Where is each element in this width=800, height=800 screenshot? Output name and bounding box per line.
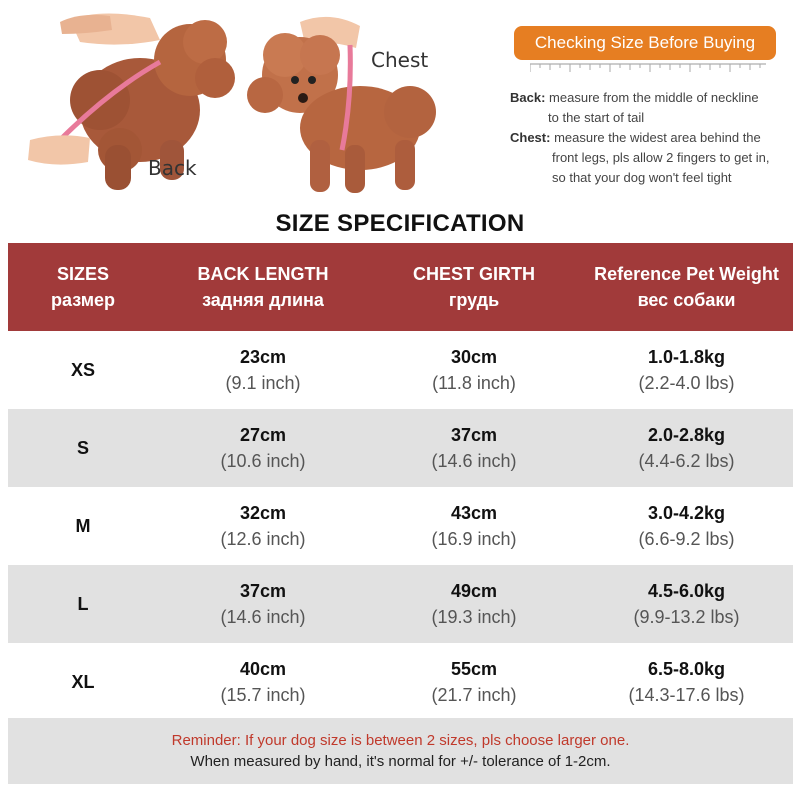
weight-cell xyxy=(580,344,793,396)
weight-lbs: (2.2-4.0 lbs) xyxy=(638,373,735,393)
header-pet-weight-ru: вес собаки xyxy=(637,290,736,310)
weight-cell xyxy=(580,500,793,552)
checking-size-badge: Checking Size Before Buying xyxy=(514,26,776,60)
table-header xyxy=(8,243,793,331)
table-row xyxy=(8,643,793,721)
weight-kg: 3.0-4.2kg xyxy=(647,503,726,523)
size-cell: XS xyxy=(70,360,95,380)
weight-cell xyxy=(580,422,793,474)
dog-back-view xyxy=(28,13,235,190)
back-inch: (10.6 inch) xyxy=(220,451,306,471)
back-cell xyxy=(158,500,368,552)
size-cell: M xyxy=(75,516,91,536)
instruction-text xyxy=(510,88,796,188)
size-cell: S xyxy=(76,438,89,458)
table-row xyxy=(8,565,793,643)
back-instruction xyxy=(510,88,796,128)
weight-kg: 4.5-6.0kg xyxy=(647,581,726,601)
chest-text-3: so that your dog won't feel tight xyxy=(552,170,732,185)
chest-cm: 55cm xyxy=(450,659,498,679)
weight-lbs: (9.9-13.2 lbs) xyxy=(633,607,740,627)
back-inch: (12.6 inch) xyxy=(220,529,306,549)
back-key: Back: xyxy=(510,90,546,105)
chest-cm: 37cm xyxy=(450,425,498,445)
chest-text-1: measure the widest area behind the xyxy=(554,130,761,145)
measurement-illustration xyxy=(0,0,500,205)
weight-kg: 1.0-1.8kg xyxy=(647,347,726,367)
chest-inch: (19.3 inch) xyxy=(431,607,517,627)
back-cell xyxy=(158,344,368,396)
size-cell: XL xyxy=(71,672,95,692)
back-cell xyxy=(158,578,368,630)
weight-lbs: (6.6-9.2 lbs) xyxy=(638,529,735,549)
chest-inch: (21.7 inch) xyxy=(431,685,517,705)
chest-cell xyxy=(368,656,580,708)
header-pet-weight xyxy=(580,261,793,313)
header-chest-girth xyxy=(368,261,580,313)
chest-cell xyxy=(368,500,580,552)
reminder-box xyxy=(8,718,793,784)
header-chest-girth-en: CHEST GIRTH xyxy=(412,264,535,284)
size-cell: L xyxy=(77,594,89,614)
header-pet-weight-en: Reference Pet Weight xyxy=(594,264,779,284)
header-chest-girth-ru: грудь xyxy=(448,290,500,310)
chest-instruction xyxy=(510,128,796,188)
back-cm: 32cm xyxy=(239,503,287,523)
table-row xyxy=(8,409,793,487)
weight-kg: 6.5-8.0kg xyxy=(647,659,726,679)
chest-cm: 49cm xyxy=(450,581,498,601)
chest-inch: (14.6 inch) xyxy=(431,451,517,471)
back-text-2: to the start of tail xyxy=(548,110,645,125)
reminder-line-1: Reminder: If your dog size is between 2 sizes, pls choose larger one. xyxy=(171,732,630,749)
back-cm: 40cm xyxy=(239,659,287,679)
weight-cell xyxy=(580,656,793,708)
header-sizes-en: SIZES xyxy=(56,264,109,284)
header-sizes-ru: размер xyxy=(50,290,116,310)
chest-cm: 30cm xyxy=(450,347,498,367)
chest-cell xyxy=(368,422,580,474)
ruler-icon xyxy=(530,62,766,74)
back-cell xyxy=(158,656,368,708)
back-text-1: measure from the middle of neckline xyxy=(549,90,759,105)
back-inch: (14.6 inch) xyxy=(220,607,306,627)
header-back-length-en: BACK LENGTH xyxy=(197,264,329,284)
weight-cell xyxy=(580,578,793,630)
chest-text-2: front legs, pls allow 2 fingers to get in, xyxy=(552,150,770,165)
back-label: Back xyxy=(148,156,197,180)
dog-measuring-picture xyxy=(0,0,500,205)
weight-lbs: (14.3-17.6 lbs) xyxy=(628,685,745,705)
back-inch: (15.7 inch) xyxy=(220,685,306,705)
back-cm: 27cm xyxy=(239,425,287,445)
back-cm: 23cm xyxy=(239,347,287,367)
weight-kg: 2.0-2.8kg xyxy=(647,425,726,445)
table-row xyxy=(8,487,793,565)
chest-cm: 43cm xyxy=(450,503,498,523)
chest-cell xyxy=(368,578,580,630)
chest-label: Chest xyxy=(371,48,429,72)
size-specification-title: SIZE SPECIFICATION xyxy=(275,210,525,237)
back-cm: 37cm xyxy=(239,581,287,601)
chest-cell xyxy=(368,344,580,396)
back-cell xyxy=(158,422,368,474)
header-back-length xyxy=(158,261,368,313)
table-row xyxy=(8,331,793,409)
header-sizes xyxy=(8,261,158,313)
chest-inch: (11.8 inch) xyxy=(432,373,516,393)
chest-inch: (16.9 inch) xyxy=(431,529,517,549)
reminder-line-2: When measured by hand, it's normal for +/- tolerance of 1-2cm. xyxy=(190,753,611,770)
chest-key: Chest: xyxy=(510,130,551,145)
back-inch: (9.1 inch) xyxy=(225,373,301,393)
weight-lbs: (4.4-6.2 lbs) xyxy=(638,451,735,471)
size-table xyxy=(8,243,793,721)
header-back-length-ru: задняя длина xyxy=(202,290,324,310)
dog-chest-view xyxy=(247,17,436,193)
